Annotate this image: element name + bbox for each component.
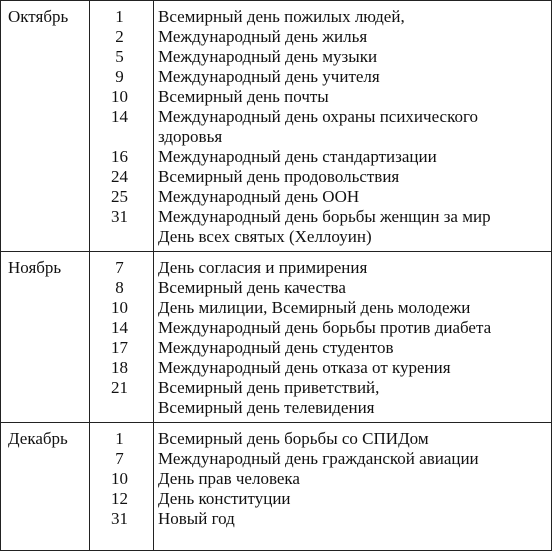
day-number: 7 bbox=[115, 258, 124, 277]
holiday-name: Всемирный день борьбы со СПИДом bbox=[158, 429, 429, 448]
day-number: 8 bbox=[115, 278, 124, 297]
day-number: 2 bbox=[115, 27, 124, 46]
holiday-name: Всемирный день приветствий, bbox=[158, 378, 380, 397]
day-number: 12 bbox=[111, 489, 128, 508]
day-number: 14 bbox=[111, 318, 128, 337]
month-row-october bbox=[1, 1, 552, 252]
month-name: Ноябрь bbox=[1, 252, 90, 423]
holiday-name: Международный день охраны психического bbox=[158, 107, 479, 126]
holiday-name: Международный день борьбы против диабета bbox=[158, 318, 492, 337]
holiday-name: Международный день ООН bbox=[158, 187, 360, 206]
holiday-name: Международный день отказа от курения bbox=[158, 358, 451, 377]
day-column bbox=[90, 252, 154, 423]
month-row-december bbox=[1, 423, 552, 551]
day-number: 24 bbox=[111, 167, 128, 186]
day-number: 1 bbox=[115, 7, 124, 26]
holiday-name: Всемирный день почты bbox=[158, 87, 329, 106]
holiday-name: День прав человека bbox=[158, 469, 300, 488]
holiday-name: День конституции bbox=[158, 489, 291, 508]
day-number: 31 bbox=[111, 207, 128, 226]
holiday-column bbox=[154, 423, 552, 551]
day-column bbox=[90, 423, 154, 551]
holiday-name: Всемирный день продовольствия bbox=[158, 167, 400, 186]
holiday-name-additional: День всех святых (Хеллоуин) bbox=[158, 227, 372, 246]
holiday-column bbox=[154, 1, 552, 252]
holiday-name: Международный день стандартизации bbox=[158, 147, 437, 166]
day-number: 7 bbox=[115, 449, 124, 468]
day-number: 10 bbox=[111, 87, 128, 106]
month-name: Декабрь bbox=[1, 423, 90, 551]
day-number: 21 bbox=[111, 378, 128, 397]
day-number: 5 bbox=[115, 47, 124, 66]
day-number: 10 bbox=[111, 298, 128, 317]
holiday-name: День милиции, Всемирный день молодежи bbox=[158, 298, 471, 317]
holiday-column bbox=[154, 252, 552, 423]
day-number: 1 bbox=[115, 429, 124, 448]
holiday-name: Международный день гражданской авиации bbox=[158, 449, 479, 468]
month-name: Октябрь bbox=[1, 1, 90, 252]
holiday-name-continued: Всемирный день телевидения bbox=[158, 398, 375, 417]
holiday-name: Всемирный день пожилых людей, bbox=[158, 7, 405, 26]
month-row-november bbox=[1, 252, 552, 423]
holiday-name: Новый год bbox=[158, 509, 235, 528]
holiday-name: Международный день борьбы женщин за мир bbox=[158, 207, 491, 226]
day-number: 17 bbox=[111, 338, 128, 357]
holiday-name: Международный день жилья bbox=[158, 27, 368, 46]
day-number: 31 bbox=[111, 509, 128, 528]
day-number: 18 bbox=[111, 358, 128, 377]
day-number: 9 bbox=[115, 67, 124, 86]
day-number: 14 bbox=[111, 107, 128, 126]
holiday-name-continued: здоровья bbox=[158, 127, 223, 146]
day-number: 16 bbox=[111, 147, 128, 166]
holiday-name: Всемирный день качества bbox=[158, 278, 346, 297]
holiday-name: День согласия и примирения bbox=[158, 258, 368, 277]
day-number: 10 bbox=[111, 469, 128, 488]
holiday-name: Международный день учителя bbox=[158, 67, 380, 86]
holiday-name: Международный день студентов bbox=[158, 338, 394, 357]
day-number: 25 bbox=[111, 187, 128, 206]
holiday-name: Международный день музыки bbox=[158, 47, 378, 66]
day-column bbox=[90, 1, 154, 252]
